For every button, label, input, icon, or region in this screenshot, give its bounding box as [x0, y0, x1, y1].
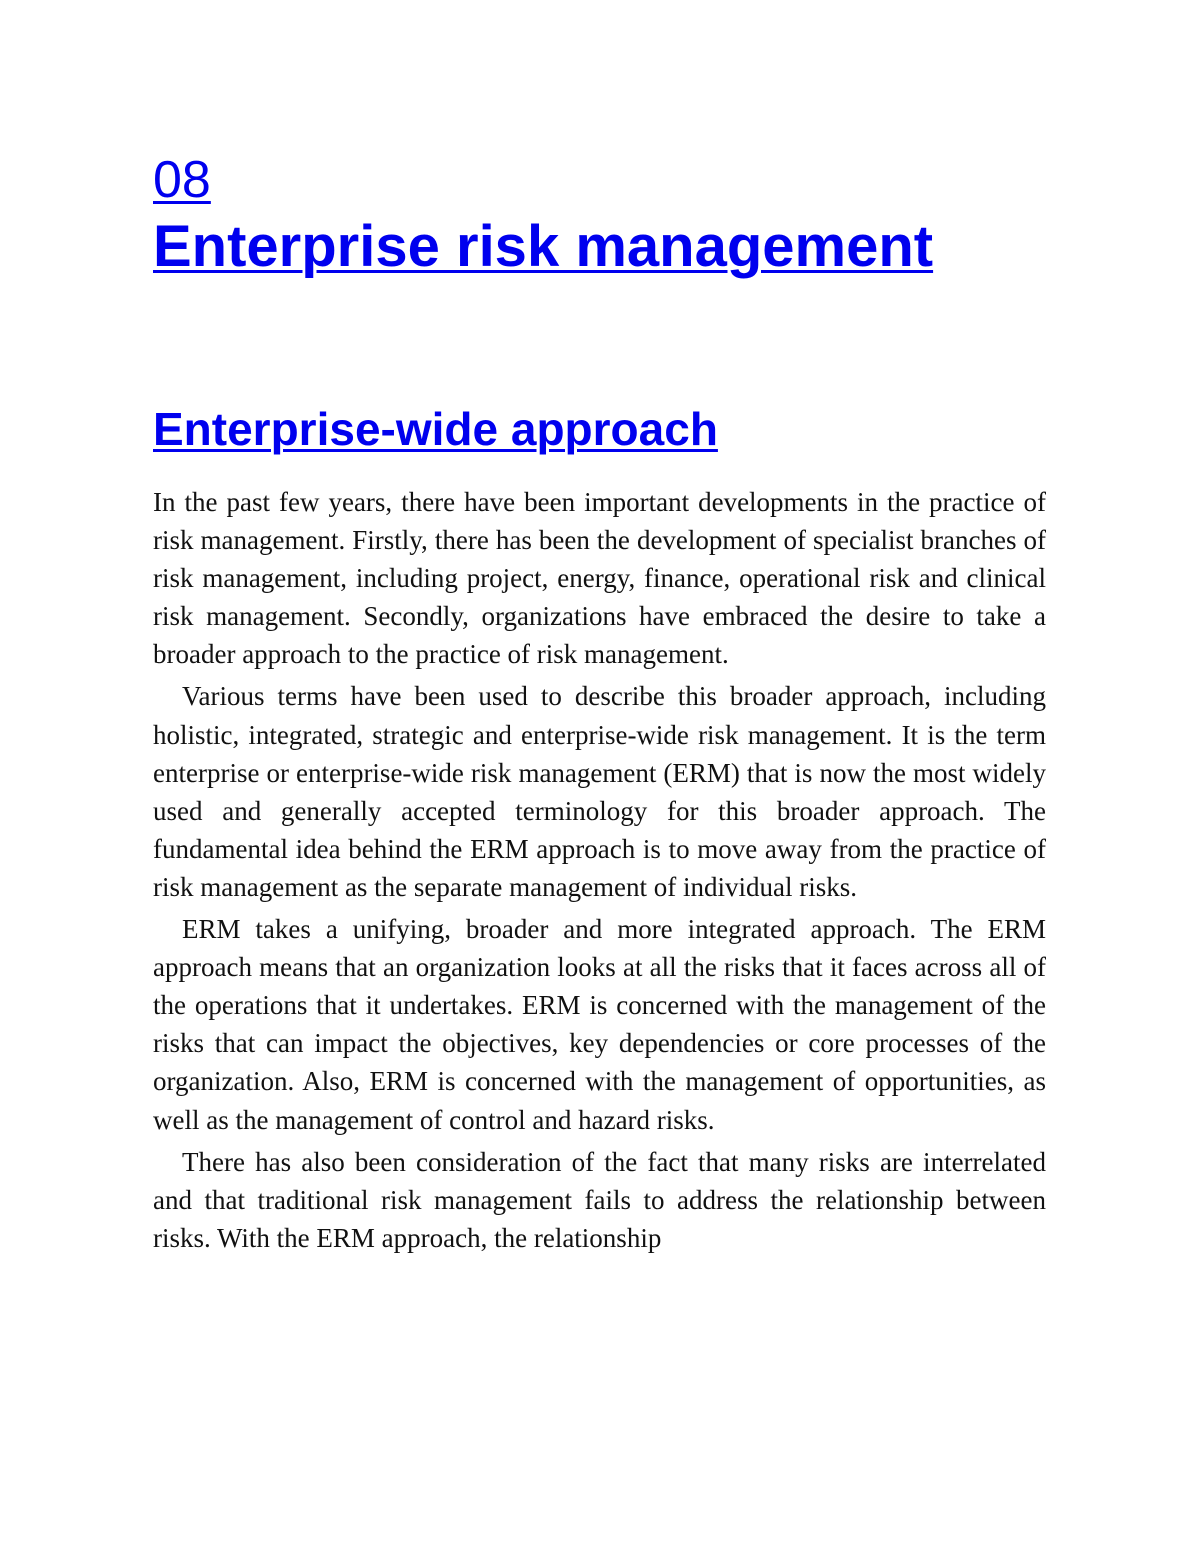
section-title-link[interactable]: Enterprise-wide approach: [153, 403, 718, 455]
chapter-number: 08: [153, 151, 211, 209]
chapter-title: Enterprise risk management: [153, 214, 934, 279]
paragraph-3: ERM takes a unifying, broader and more integrated approach. The ERM approach means that an organization looks at all the risks that it faces across all of the operations that it undertakes. ERM is concerned with the management of the risks that can impact the objectives, key dependencies or core processes of the organization. Also, ERM is concerned with the management of opportunities, as well as the management of control and hazard risks.: [153, 914, 1046, 1135]
document-page: [153, 148, 1046, 1253]
paragraph-4: There has also been consideration of the fact that many risks are interrelated and that traditional risk management fails to address the relationship between risks. With the ERM approach, the relationship: [153, 1146, 1046, 1253]
paragraph-1: In the past few years, there have been important developments in the practice of risk management. Firstly, there has been the development of specialist branches of risk management, including project, energy, finance, operational risk and clinical risk management. Secondly, organizations have embraced the desire to take a broader approach to the practice of risk management.: [153, 487, 1046, 670]
chapter-heading: [153, 148, 1046, 282]
body-text: [153, 483, 1046, 1261]
chapter-link[interactable]: [153, 148, 1046, 282]
section-heading: [153, 400, 718, 458]
paragraph-2: Various terms have been used to describe this broader approach, including holistic, integrated, strategic and enterprise-wide risk management. It is the term enterprise or enterprise-wide risk management (ERM) that is now the most widely used and generally accepted terminology for this broader approach. The fundamental idea behind the ERM approach is to move away from the practice of risk management as the separate management of individual risks.: [153, 681, 1046, 902]
